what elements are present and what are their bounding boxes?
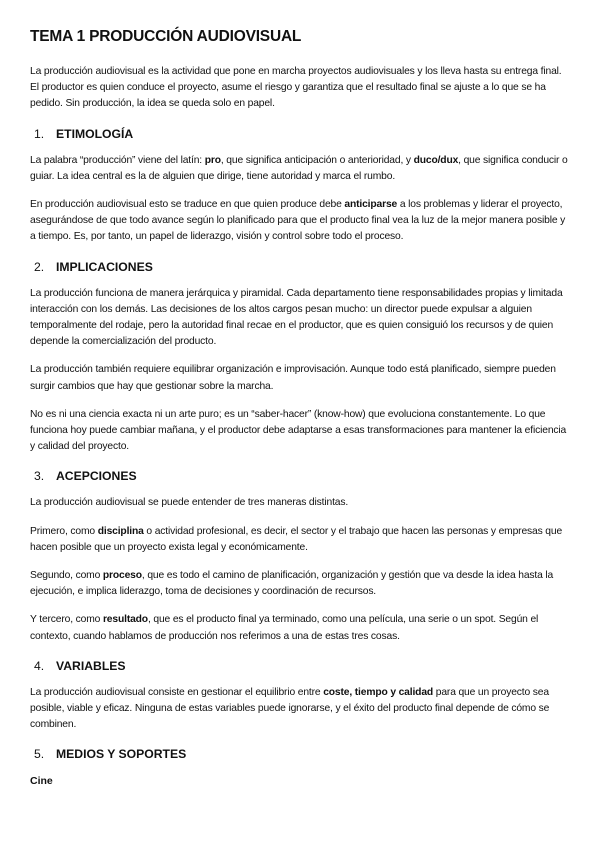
bold-term: coste, tiempo y calidad: [323, 686, 434, 698]
bold-term: pro: [204, 154, 221, 166]
text-run: Segundo, como: [30, 570, 103, 582]
section-title: MEDIOS Y SOPORTES: [56, 747, 187, 762]
acepciones-paragraph-4: [30, 612, 572, 644]
acepciones-paragraph-3: [30, 568, 572, 600]
implicaciones-paragraph-2: La producción también requiere equilibrar organización e improvisación. Aunque todo está planificado, siempre pueden surgir cambios que hay que gestionar sobre la marcha.: [30, 364, 556, 392]
text-run: , que es todo el camino de planificación, organización y gestión que va desde la idea hasta la ejecución, e implica liderazgo, toma de decisiones y coordinación de recursos.: [30, 570, 554, 598]
text-run: , que es el producto final ya terminado, como una película, una serie o un spot. Según el contexto, cuando hablamos de producción nos referimos a una de estas tres cosas.: [30, 614, 539, 642]
section-number: 2.: [34, 259, 45, 274]
section-number: 1.: [34, 126, 45, 141]
section-number: 5.: [34, 747, 45, 762]
section-heading-etimologia: [30, 125, 572, 143]
text-run: La producción audiovisual consiste en gestionar el equilibrio entre: [30, 686, 324, 698]
page-title: TEMA 1 PRODUCCIÓN AUDIOVISUAL: [30, 28, 302, 45]
bold-term: duco/dux: [413, 154, 459, 166]
text-run: En producción audiovisual esto se traduce en que quien produce debe: [30, 199, 345, 211]
text-run: La palabra “producción” viene del latín:: [30, 154, 205, 166]
section-title: ACEPCIONES: [56, 469, 137, 484]
bold-term: resultado: [102, 614, 148, 626]
bold-term: anticiparse: [344, 199, 398, 211]
etimologia-paragraph-1: [30, 153, 572, 185]
variables-paragraph-1: [30, 685, 572, 734]
acepciones-paragraph-1: La producción audiovisual se puede entender de tres maneras distintas.: [30, 497, 349, 509]
implicaciones-paragraph-3: No es ni una ciencia exacta ni un arte puro; es un “saber-hacer” (know-how) que evoluciona constantemente. Lo que funciona hoy puede cambiar mañana, y el productor debe adaptarse a esas transformaciones para mantener la eficiencia y calidad del proyecto.: [30, 408, 567, 453]
section-heading-medios-soportes: [30, 745, 572, 763]
text-run: , que significa anticipación o anterioridad, y: [220, 154, 414, 166]
text-run: Primero, como: [30, 525, 98, 537]
bold-term: proceso: [102, 570, 142, 582]
text-run: Y tercero, como: [30, 614, 103, 626]
intro-paragraph: La producción audiovisual es la actividad que pone en marcha proyectos audiovisuales y los lleva hasta su entrega final. El productor es quien conduce el proyecto, asume el riesgo y garantiza que el resultado final se ajuste a lo que se ha pedido. Sin producción, la idea se queda solo en papel.: [30, 66, 562, 110]
section-title: ETIMOLOGÍA: [56, 126, 134, 141]
text-run: , que significa conducir o guiar. La idea central es la de alguien que dirige, tiene autoridad y marca el rumbo.: [30, 154, 568, 182]
section-heading-variables: [30, 657, 572, 675]
section-heading-implicaciones: [30, 258, 572, 276]
etimologia-paragraph-2: [30, 197, 572, 246]
bold-term: disciplina: [97, 525, 144, 537]
section-title: IMPLICACIONES: [56, 259, 153, 274]
document-page: [30, 26, 572, 789]
section-heading-acepciones: [30, 467, 572, 485]
text-run: a los problemas y liderar el proyecto, asegurándose de que todo avance según lo planificado para que el producto final vea la luz de la mejor manera posible y a tiempo. Es, por tanto, un papel de liderazgo, visión y control sobre todo el proceso.: [30, 199, 566, 243]
section-number: 4.: [34, 658, 45, 673]
text-run: o actividad profesional, es decir, el sector y el trabajo que hacen las personas y empresas que hacen posible que un proyecto exista legal y económicamente.: [30, 525, 563, 553]
subheading-cine: Cine: [30, 775, 53, 788]
implicaciones-paragraph-1: La producción funciona de manera jerárquica y piramidal. Cada departamento tiene responsabilidades propias y limitada interacción con los demás. Las decisiones de los altos cargos pesan mucho: un director puede expulsar a alguien temporalmente del rodaje, pero la autoridad final recae en el productor, que es quien consiguió los recursos y de quien depende la comercialización del producto.: [30, 287, 563, 348]
acepciones-paragraph-2: [30, 524, 572, 556]
text-run: para que un proyecto sea posible, viable y eficaz. Ninguna de estas variables puede ignorarse, y el éxito del producto final depende de cómo se combinen.: [30, 686, 550, 731]
section-number: 3.: [34, 469, 45, 484]
section-title: VARIABLES: [56, 658, 126, 673]
